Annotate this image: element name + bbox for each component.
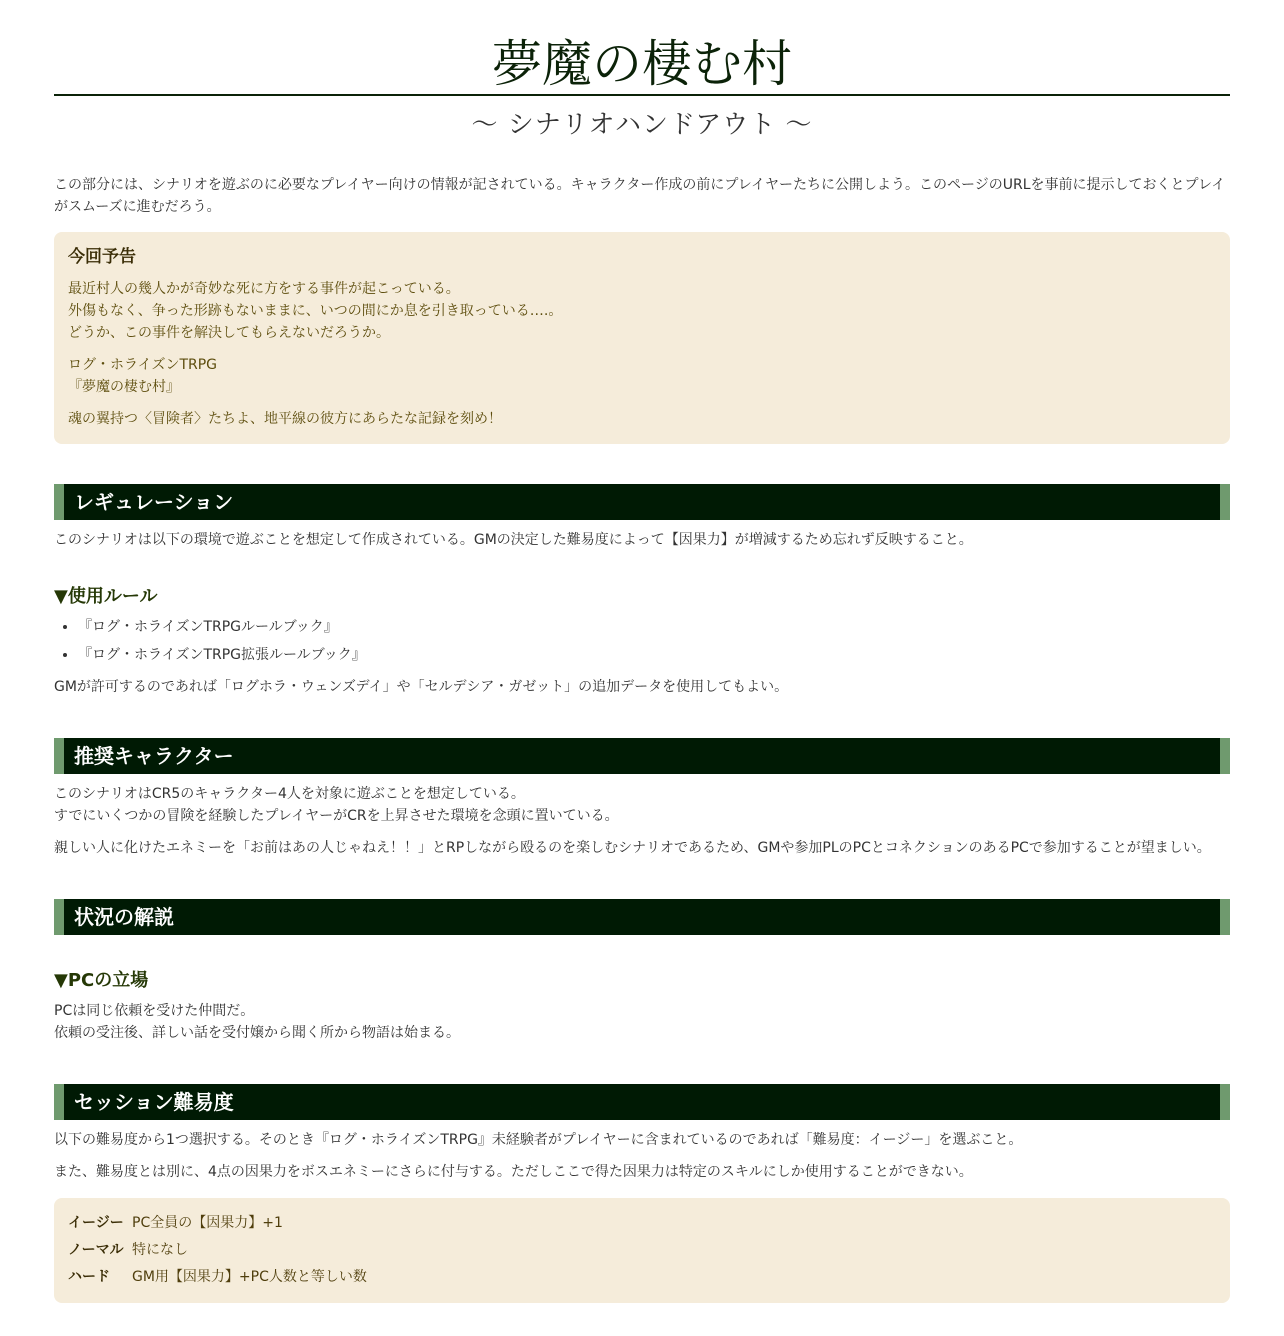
difficulty-level: ノーマル — [68, 1242, 124, 1258]
difficulty-desc: PC全員の【因果力】+1 — [132, 1215, 283, 1231]
pc-position-text — [54, 1000, 1230, 1044]
difficulty-box — [54, 1198, 1230, 1303]
preview-title-block — [68, 354, 1216, 398]
table-row — [68, 1237, 367, 1264]
preview-story — [68, 278, 1216, 344]
difficulty-table — [68, 1210, 367, 1291]
recommended-line: すでにいくつかの冒険を経験したプレイヤーがCRを上昇させた環境を念頭に置いている。 — [54, 808, 619, 824]
table-row — [68, 1210, 367, 1237]
situation-line: 依頼の受注後、詳しい話を受付嬢から聞く所から物語は始まる。 — [54, 1025, 460, 1041]
preview-line: どうか、この事件を解決してもらえないだろうか。 — [68, 325, 390, 341]
intro-text: この部分には、シナリオを遊ぶのに必要なプレイヤー向けの情報が記されている。キャラクター作成の前にプレイヤーたちに公開しよう。このページのURLを事前に提示しておくとプレイがスムーズに進むだろう。 — [54, 177, 1226, 215]
difficulty-level: イージー — [68, 1215, 124, 1231]
page-subtitle: ～ シナリオハンドアウト ～ — [471, 110, 813, 140]
section-heading-regulation: レギュレーション — [54, 484, 1230, 520]
table-row — [68, 1264, 367, 1291]
difficulty-text: 以下の難易度から1つ選択する。そのとき『ログ・ホライズンTRPG』未経験者がプレイヤーに含まれているのであれば「難易度：イージー」を選ぶこと。 — [54, 1132, 1023, 1148]
regulation-text: このシナリオは以下の環境で遊ぶことを想定して作成されている。GMの決定した難易度によって【因果力】が増減するため忘れず反映すること。 — [54, 532, 973, 548]
recommended-line: このシナリオはCR5のキャラクター4人を対象に遊ぶことを想定している。 — [54, 786, 525, 802]
difficulty-note: また、難易度とは別に、4点の因果力をボスエネミーにさらに付与する。ただしここで得た因果力は特定のスキルにしか使用することができない。 — [54, 1164, 973, 1180]
list-item: • 『ログ・ホライズンTRPGルールブック』 — [78, 616, 1230, 638]
difficulty-desc: GM用【因果力】+PC人数と等しい数 — [132, 1269, 367, 1285]
section-heading-situation: 状況の解説 — [54, 899, 1230, 935]
preview-tagline: 魂の翼持つ〈冒険者〉たちよ、地平線の彼方にあらたな記録を刻め！ — [68, 411, 502, 427]
situation-line: PCは同じ依頼を受けた仲間だ。 — [54, 1003, 255, 1019]
preview-game-name: ログ・ホライズンTRPG — [68, 357, 218, 373]
preview-scenario-name: 『夢魔の棲む村』 — [68, 379, 180, 395]
preview-line: 最近村人の幾人かが奇妙な死に方をする事件が起こっている。 — [68, 281, 460, 297]
preview-box — [54, 232, 1230, 444]
page-title: 夢魔の棲む村 — [54, 0, 1230, 96]
rules-subheading: ▼使用ルール — [54, 586, 158, 607]
rules-list — [54, 616, 1230, 666]
pc-position-subheading: ▼PCの立場 — [54, 970, 149, 991]
handout-page — [54, 0, 1230, 1303]
rules-note: GMが許可するのであれば「ログホラ・ウェンズデイ」や「セルデシア・ガゼット」の追加データを使用してもよい。 — [54, 679, 789, 695]
preview-heading: 今回予告 — [68, 247, 136, 267]
difficulty-level: ハード — [68, 1269, 110, 1285]
section-heading-recommended: 推奨キャラクター — [54, 738, 1230, 774]
recommended-text — [54, 783, 1230, 827]
section-heading-difficulty: セッション難易度 — [54, 1084, 1230, 1120]
difficulty-desc: 特になし — [132, 1242, 188, 1258]
recommended-note: 親しい人に化けたエネミーを「お前はあの人じゃねえ！！」とRPしながら殴るのを楽しむシナリオであるため、GMや参加PLのPCとコネクションのあるPCで参加することが望ましい。 — [54, 840, 1211, 856]
preview-line: 外傷もなく、争った形跡もないままに、いつの間にか息を引き取っている‥‥。 — [68, 303, 563, 319]
list-item: • 『ログ・ホライズンTRPG拡張ルールブック』 — [78, 644, 1230, 666]
